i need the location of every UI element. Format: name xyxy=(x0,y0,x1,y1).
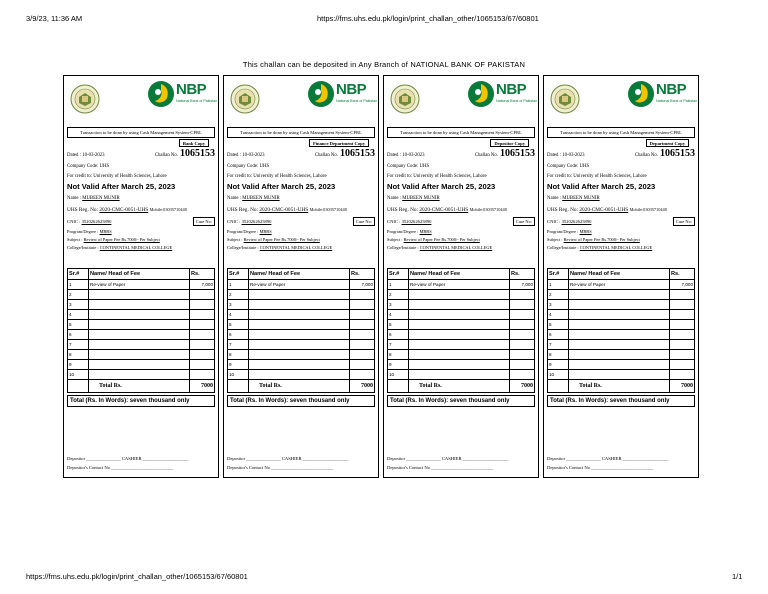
fee-amount xyxy=(670,330,695,340)
fee-name: Re-view of Paper xyxy=(89,280,190,290)
fee-sr: 4 xyxy=(388,310,409,320)
college: College/Institute : CONTINENTAL MEDICAL COLLEGE xyxy=(547,245,653,250)
page-number: 1/1 xyxy=(732,572,743,581)
depositor-cashier-sign: Depositor _______________ CASHIER ____________________ xyxy=(387,456,509,461)
case-no: Case No: xyxy=(353,217,375,226)
amount-in-words: Total (Rs. In Words): seven thousand only xyxy=(387,395,535,407)
dated: Dated : 10-03-2023 xyxy=(67,153,105,158)
nbp-emblem-icon xyxy=(307,80,335,108)
nbp-logo xyxy=(307,80,379,110)
fee-row xyxy=(548,350,695,360)
college: College/Institute : CONTINENTAL MEDICAL COLLEGE xyxy=(227,245,333,250)
fee-name xyxy=(249,340,350,350)
nbp-wordmark: NBP xyxy=(496,81,527,98)
amount-in-words: Total (Rs. In Words): seven thousand only xyxy=(547,395,695,407)
program: Program/Degree : MBBS xyxy=(67,229,112,234)
fee-sr: 2 xyxy=(68,290,89,300)
fee-name xyxy=(569,290,670,300)
fee-row xyxy=(68,290,215,300)
fee-sr: 1 xyxy=(388,280,409,290)
fee-row xyxy=(548,340,695,350)
fee-row xyxy=(68,340,215,350)
cms-note: Transaction to be done by using Cash Management System-CPRL xyxy=(227,127,375,138)
fee-sr: 1 xyxy=(228,280,249,290)
fee-row xyxy=(228,340,375,350)
fee-row xyxy=(68,370,215,380)
nbp-emblem-icon xyxy=(627,80,655,108)
fee-amount: 7,000 xyxy=(670,280,695,290)
fee-row xyxy=(228,310,375,320)
fee-amount xyxy=(190,300,215,310)
not-valid-after: Not Valid After March 25, 2023 xyxy=(387,182,496,191)
dated: Dated : 10-03-2023 xyxy=(547,153,585,158)
fee-row xyxy=(68,310,215,320)
fee-name xyxy=(569,340,670,350)
print-url-footer: https://fms.uhs.edu.pk/login/print_challan_other/1065153/67/60801 xyxy=(26,572,248,581)
uhs-reg-no: UHS Reg. No: 2020-CMC-0051-UHS Mobile:03035710448 xyxy=(67,207,187,213)
fee-name xyxy=(249,360,350,370)
fee-name xyxy=(409,340,510,350)
fee-row xyxy=(548,320,695,330)
fee-sr: 5 xyxy=(68,320,89,330)
fee-amount: 7,000 xyxy=(510,280,535,290)
total-row xyxy=(68,380,215,393)
subject: Subject : Review of Paper Fee Rs.7000/- Per Subject xyxy=(227,237,320,242)
fee-sr: 5 xyxy=(548,320,569,330)
fee-name: Re-view of Paper xyxy=(569,280,670,290)
total-amount: 7000 xyxy=(510,380,535,393)
total-row xyxy=(228,380,375,393)
fee-row xyxy=(388,370,535,380)
fee-name xyxy=(89,290,190,300)
fee-name xyxy=(409,370,510,380)
print-datetime: 3/9/23, 11:36 AM xyxy=(26,14,83,23)
nbp-wordmark: NBP xyxy=(336,81,367,98)
student-name: Name : MUBEEN MUNIR xyxy=(547,196,600,201)
fee-sr: 6 xyxy=(548,330,569,340)
fee-row xyxy=(228,370,375,380)
fee-row xyxy=(388,360,535,370)
total-amount: 7000 xyxy=(670,380,695,393)
col-amount: Rs. xyxy=(350,269,375,280)
company-code: Company Code: UHS xyxy=(67,164,110,169)
fee-amount xyxy=(350,360,375,370)
challan-copies xyxy=(63,75,699,478)
copy-label: Bank Copy xyxy=(179,139,209,147)
fee-amount xyxy=(190,290,215,300)
fee-name xyxy=(249,330,350,340)
case-no: Case No: xyxy=(513,217,535,226)
fee-amount xyxy=(190,350,215,360)
cnic-row: CNIC : 3520262625890 Case No: xyxy=(387,217,535,226)
uhs-seal-icon xyxy=(70,84,100,114)
fee-amount xyxy=(510,330,535,340)
col-sr: Sr.# xyxy=(68,269,89,280)
fee-name xyxy=(569,300,670,310)
fee-row xyxy=(228,360,375,370)
fee-amount xyxy=(510,290,535,300)
fee-row xyxy=(388,320,535,330)
total-amount: 7000 xyxy=(350,380,375,393)
fee-sr: 9 xyxy=(388,360,409,370)
deposit-notice: This challan can be deposited in Any Branch of NATIONAL BANK OF PAKISTAN xyxy=(242,60,526,69)
fee-amount xyxy=(350,300,375,310)
credit-to: For credit to: University of Health Sciences, Lahore xyxy=(227,174,327,179)
fee-name xyxy=(569,320,670,330)
fee-name xyxy=(89,310,190,320)
fee-sr: 6 xyxy=(388,330,409,340)
case-no: Case No: xyxy=(193,217,215,226)
depositor-cashier-sign: Depositor _______________ CASHIER ____________________ xyxy=(227,456,349,461)
fee-name xyxy=(89,340,190,350)
fee-row xyxy=(548,290,695,300)
depositor-contact: Depositor's Contact No.___________________________ xyxy=(227,465,334,470)
fee-row xyxy=(388,280,535,290)
fee-sr: 4 xyxy=(228,310,249,320)
fee-sr: 2 xyxy=(388,290,409,300)
fee-name xyxy=(249,290,350,300)
copy-label: Finance Department Copy xyxy=(309,139,369,147)
fee-sr: 1 xyxy=(68,280,89,290)
program: Program/Degree : MBBS xyxy=(227,229,272,234)
program: Program/Degree : MBBS xyxy=(387,229,432,234)
fee-sr: 5 xyxy=(228,320,249,330)
copy-label: Department Copy xyxy=(646,139,689,147)
fee-name xyxy=(409,300,510,310)
case-no: Case No: xyxy=(673,217,695,226)
fee-name xyxy=(409,350,510,360)
cms-note: Transaction to be done by using Cash Management System-CPRL xyxy=(547,127,695,138)
nbp-subtitle: National Bank of Pakistan xyxy=(656,99,698,103)
subject: Subject : Review of Paper Fee Rs.7000/- Per Subject xyxy=(387,237,480,242)
col-amount: Rs. xyxy=(670,269,695,280)
fee-name xyxy=(89,370,190,380)
fee-name xyxy=(89,330,190,340)
fee-name xyxy=(409,360,510,370)
cms-note: Transaction to be done by using Cash Management System-CPRL xyxy=(387,127,535,138)
fee-name xyxy=(89,350,190,360)
fee-amount xyxy=(190,320,215,330)
fee-sr: 10 xyxy=(228,370,249,380)
fee-name xyxy=(89,360,190,370)
fee-sr: 4 xyxy=(548,310,569,320)
fee-sr: 10 xyxy=(68,370,89,380)
nbp-wordmark: NBP xyxy=(656,81,687,98)
fee-amount xyxy=(670,320,695,330)
fee-row xyxy=(68,350,215,360)
fee-name xyxy=(409,320,510,330)
fee-name xyxy=(569,330,670,340)
challan-copy xyxy=(543,75,699,478)
fee-table xyxy=(227,268,375,393)
fee-sr: 2 xyxy=(548,290,569,300)
col-fee-name: Name/ Head of Fee xyxy=(89,269,190,280)
fee-name xyxy=(249,350,350,360)
challan-number: Challan No. 1065153 xyxy=(314,148,375,159)
fee-table xyxy=(67,268,215,393)
program: Program/Degree : MBBS xyxy=(547,229,592,234)
total-row xyxy=(548,380,695,393)
nbp-subtitle: National Bank of Pakistan xyxy=(336,99,378,103)
fee-sr: 1 xyxy=(548,280,569,290)
fee-sr: 4 xyxy=(68,310,89,320)
not-valid-after: Not Valid After March 25, 2023 xyxy=(227,182,336,191)
depositor-contact: Depositor's Contact No.___________________________ xyxy=(547,465,654,470)
fee-amount xyxy=(510,360,535,370)
challan-number: Challan No. 1065153 xyxy=(154,148,215,159)
fee-row xyxy=(388,350,535,360)
fee-sr: 3 xyxy=(388,300,409,310)
subject: Subject : Review of Paper Fee Rs.7000/- Per Subject xyxy=(67,237,160,242)
challan-copy xyxy=(383,75,539,478)
fee-amount xyxy=(190,360,215,370)
fee-row xyxy=(548,370,695,380)
total-row xyxy=(388,380,535,393)
logo-row xyxy=(387,76,538,120)
logo-row xyxy=(227,76,378,120)
total-amount: 7000 xyxy=(190,380,215,393)
fee-table xyxy=(387,268,535,393)
fee-row xyxy=(228,320,375,330)
nbp-logo xyxy=(467,80,539,110)
fee-row xyxy=(68,320,215,330)
depositor-cashier-sign: Depositor _______________ CASHIER ____________________ xyxy=(67,456,189,461)
fee-name xyxy=(569,370,670,380)
fee-name xyxy=(409,310,510,320)
fee-table xyxy=(547,268,695,393)
fee-amount xyxy=(190,310,215,320)
fee-sr: 8 xyxy=(68,350,89,360)
fee-sr: 9 xyxy=(548,360,569,370)
nbp-emblem-icon xyxy=(467,80,495,108)
fee-sr: 3 xyxy=(548,300,569,310)
fee-name xyxy=(249,310,350,320)
fee-name xyxy=(89,320,190,330)
fee-sr: 7 xyxy=(388,340,409,350)
uhs-seal-icon xyxy=(230,84,260,114)
fee-sr: 8 xyxy=(548,350,569,360)
fee-sr: 7 xyxy=(68,340,89,350)
fee-amount xyxy=(510,370,535,380)
not-valid-after: Not Valid After March 25, 2023 xyxy=(547,182,656,191)
subject: Subject : Review of Paper Fee Rs.7000/- Per Subject xyxy=(547,237,640,242)
fee-row xyxy=(228,280,375,290)
cnic-row: CNIC : 3520262625890 Case No: xyxy=(67,217,215,226)
fee-row xyxy=(68,360,215,370)
fee-amount xyxy=(190,330,215,340)
fee-name xyxy=(249,300,350,310)
cms-note: Transaction to be done by using Cash Management System-CPRL xyxy=(67,127,215,138)
credit-to: For credit to: University of Health Sciences, Lahore xyxy=(387,174,487,179)
fee-name: Re-view of Paper xyxy=(409,280,510,290)
logo-row xyxy=(547,76,698,120)
fee-sr: 5 xyxy=(388,320,409,330)
fee-row xyxy=(228,300,375,310)
student-name: Name : MUBEEN MUNIR xyxy=(387,196,440,201)
col-fee-name: Name/ Head of Fee xyxy=(409,269,510,280)
company-code: Company Code: UHS xyxy=(387,164,430,169)
depositor-cashier-sign: Depositor _______________ CASHIER ____________________ xyxy=(547,456,669,461)
col-fee-name: Name/ Head of Fee xyxy=(569,269,670,280)
col-sr: Sr.# xyxy=(388,269,409,280)
nbp-logo xyxy=(147,80,219,110)
cnic-row: CNIC : 3520262625890 Case No: xyxy=(227,217,375,226)
not-valid-after: Not Valid After March 25, 2023 xyxy=(67,182,176,191)
fee-amount xyxy=(190,340,215,350)
company-code: Company Code: UHS xyxy=(227,164,270,169)
fee-row xyxy=(388,290,535,300)
uhs-seal-icon xyxy=(390,84,420,114)
fee-row xyxy=(68,300,215,310)
fee-sr: 9 xyxy=(228,360,249,370)
challan-copy xyxy=(223,75,379,478)
fee-amount xyxy=(670,290,695,300)
fee-amount xyxy=(350,290,375,300)
fee-amount xyxy=(510,300,535,310)
fee-row xyxy=(228,350,375,360)
fee-amount: 7,000 xyxy=(190,280,215,290)
col-amount: Rs. xyxy=(190,269,215,280)
col-sr: Sr.# xyxy=(228,269,249,280)
fee-row xyxy=(388,300,535,310)
fee-amount xyxy=(510,350,535,360)
fee-name xyxy=(569,350,670,360)
nbp-logo xyxy=(627,80,699,110)
fee-name xyxy=(409,290,510,300)
total-label: Total Rs. xyxy=(569,380,670,393)
depositor-contact: Depositor's Contact No.___________________________ xyxy=(387,465,494,470)
fee-sr: 8 xyxy=(228,350,249,360)
fee-row xyxy=(68,330,215,340)
logo-row xyxy=(67,76,218,120)
fee-row xyxy=(228,330,375,340)
col-amount: Rs. xyxy=(510,269,535,280)
fee-row xyxy=(68,280,215,290)
fee-sr: 7 xyxy=(548,340,569,350)
fee-name xyxy=(409,330,510,340)
nbp-wordmark: NBP xyxy=(176,81,207,98)
fee-name xyxy=(249,320,350,330)
total-label: Total Rs. xyxy=(249,380,350,393)
uhs-seal-icon xyxy=(550,84,580,114)
fee-amount xyxy=(350,330,375,340)
fee-sr: 10 xyxy=(548,370,569,380)
fee-sr: 9 xyxy=(68,360,89,370)
nbp-subtitle: National Bank of Pakistan xyxy=(176,99,218,103)
fee-row xyxy=(548,330,695,340)
uhs-reg-no: UHS Reg. No: 2020-CMC-0051-UHS Mobile:03035710448 xyxy=(387,207,507,213)
fee-row xyxy=(388,310,535,320)
credit-to: For credit to: University of Health Sciences, Lahore xyxy=(547,174,647,179)
depositor-contact: Depositor's Contact No.___________________________ xyxy=(67,465,174,470)
fee-row xyxy=(228,290,375,300)
fee-amount xyxy=(350,370,375,380)
total-label: Total Rs. xyxy=(409,380,510,393)
fee-sr: 6 xyxy=(228,330,249,340)
fee-amount xyxy=(670,350,695,360)
student-name: Name : MUBEEN MUNIR xyxy=(227,196,280,201)
fee-sr: 8 xyxy=(388,350,409,360)
amount-in-words: Total (Rs. In Words): seven thousand only xyxy=(227,395,375,407)
fee-amount xyxy=(350,320,375,330)
student-name: Name : MUBEEN MUNIR xyxy=(67,196,120,201)
fee-row xyxy=(548,360,695,370)
uhs-reg-no: UHS Reg. No: 2020-CMC-0051-UHS Mobile:03035710448 xyxy=(227,207,347,213)
fee-amount: 7,000 xyxy=(350,280,375,290)
challan-number: Challan No. 1065153 xyxy=(634,148,695,159)
fee-sr: 7 xyxy=(228,340,249,350)
fee-amount xyxy=(350,340,375,350)
col-fee-name: Name/ Head of Fee xyxy=(249,269,350,280)
fee-amount xyxy=(350,350,375,360)
fee-amount xyxy=(670,370,695,380)
college: College/Institute : CONTINENTAL MEDICAL COLLEGE xyxy=(387,245,493,250)
fee-amount xyxy=(670,360,695,370)
fee-sr: 6 xyxy=(68,330,89,340)
dated: Dated : 10-03-2023 xyxy=(387,153,425,158)
copy-label: Depositor Copy xyxy=(490,139,529,147)
fee-row xyxy=(388,340,535,350)
fee-amount xyxy=(510,340,535,350)
college: College/Institute : CONTINENTAL MEDICAL COLLEGE xyxy=(67,245,173,250)
cnic-row: CNIC : 3520262625890 Case No: xyxy=(547,217,695,226)
print-url-header: https://fms.uhs.edu.pk/login/print_challan_other/1065153/67/60801 xyxy=(317,14,539,23)
fee-sr: 10 xyxy=(388,370,409,380)
fee-name xyxy=(569,310,670,320)
fee-name xyxy=(569,360,670,370)
dated: Dated : 10-03-2023 xyxy=(227,153,265,158)
fee-row xyxy=(548,310,695,320)
credit-to: For credit to: University of Health Sciences, Lahore xyxy=(67,174,167,179)
fee-name: Re-view of Paper xyxy=(249,280,350,290)
fee-amount xyxy=(190,370,215,380)
fee-amount xyxy=(670,340,695,350)
total-label: Total Rs. xyxy=(89,380,190,393)
amount-in-words: Total (Rs. In Words): seven thousand only xyxy=(67,395,215,407)
nbp-subtitle: National Bank of Pakistan xyxy=(496,99,538,103)
fee-row xyxy=(548,280,695,290)
fee-amount xyxy=(510,310,535,320)
fee-name xyxy=(249,370,350,380)
col-sr: Sr.# xyxy=(548,269,569,280)
fee-sr: 2 xyxy=(228,290,249,300)
challan-number: Challan No. 1065153 xyxy=(474,148,535,159)
challan-copy xyxy=(63,75,219,478)
fee-amount xyxy=(350,310,375,320)
fee-row xyxy=(388,330,535,340)
fee-sr: 3 xyxy=(228,300,249,310)
uhs-reg-no: UHS Reg. No: 2020-CMC-0051-UHS Mobile:03035710448 xyxy=(547,207,667,213)
nbp-emblem-icon xyxy=(147,80,175,108)
company-code: Company Code: UHS xyxy=(547,164,590,169)
fee-amount xyxy=(670,310,695,320)
fee-amount xyxy=(670,300,695,310)
fee-name xyxy=(89,300,190,310)
fee-sr: 3 xyxy=(68,300,89,310)
fee-amount xyxy=(510,320,535,330)
fee-row xyxy=(548,300,695,310)
